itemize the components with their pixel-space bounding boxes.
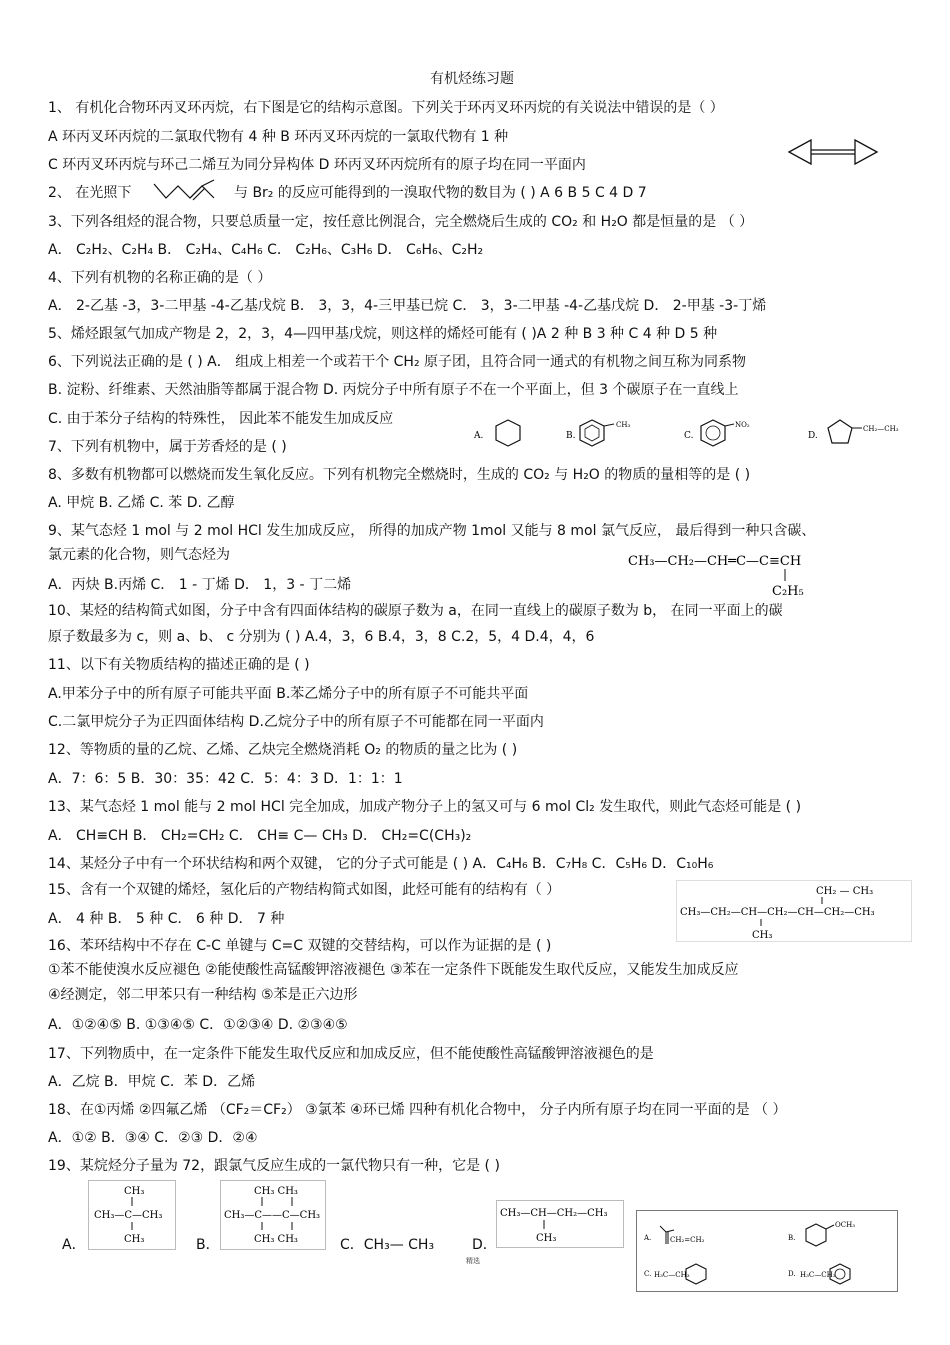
- q16-statements-1: ①苯不能使溴水反应褪色 ②能使酸性高锰酸钾溶液褪色 ③苯在一定条件下既能发生取代反应，又能发生加成反应: [48, 962, 739, 978]
- q15-options: A． 4 种 B． 5 种 C． 6 种 D． 7 种: [48, 911, 285, 927]
- q15-bottom-branch: CH₃: [752, 930, 773, 941]
- q1-options-ab: A 环丙叉环丙烷的二氯取代物有 4 种 B 环丙叉环丙烷的一氯取代物有 1 种: [48, 129, 509, 145]
- q8-options: A. 甲烷 B. 乙烯 C. 苯 D. 乙醇: [48, 495, 235, 511]
- page-title: 有机烃练习题: [430, 71, 514, 87]
- q19b-bottom: CH₃ CH₃: [254, 1234, 298, 1245]
- q5-stem: 5、烯烃跟氢气加成产物是 2，2，3，4—四甲基戊烷，则这样的烯烃可能有 ( )A 2 种 B 3 种 C 4 种 D 5 种: [48, 326, 718, 342]
- q1-stem: 1、 有机化合物环丙叉环丙烷，右下图是它的结构示意图。下列关于环丙叉环丙烷的有关说法中错误的是（ ）: [48, 100, 724, 116]
- q7-label-c: C.: [684, 431, 694, 441]
- q7-c-substituent: NO₂: [735, 421, 750, 429]
- q19b-main: CH₃—C——C—CH₃: [224, 1210, 321, 1221]
- q3-stem: 3、下列各组烃的混合物，只要总质量一定，按任意比例混合，完全燃烧后生成的 CO₂ 和 H₂O 都是恒量的是 （ ）: [48, 214, 754, 230]
- q7-label-b: B.: [566, 431, 576, 441]
- q9-stem-cont: 氯元素的化合物，则气态烃为: [48, 547, 230, 563]
- q10-structure-image: [626, 547, 888, 599]
- q19-option-d: D．: [472, 1237, 497, 1253]
- q10-main-chain: CH₃—CH₂—CH═C—C≡CH: [628, 554, 802, 569]
- q6-options-bd: B. 淀粉、纤维素、天然油脂等都属于混合物 D. 丙烷分子中所有原子不在一个平面上，但 3 个碳原子在一直线上: [48, 382, 739, 398]
- q7-structures-image: [470, 410, 914, 456]
- q15-stem: 15、含有一个双键的烯烃，氢化后的产物结构简式如图，此烃可能有的结构有（ ）: [48, 882, 561, 898]
- q19-d-structure-image: [496, 1200, 624, 1248]
- q19-b-structure-image: [220, 1180, 326, 1250]
- q14-stem: 14、某烃分子中有一个环状结构和两个双键， 它的分子式可能是 ( ) A．C₄H₆ B．C₇H₈ C．C₅H₆ D．C₁₀H₆: [48, 856, 714, 872]
- side-a-substituent: CH₂=CH₂: [670, 1236, 705, 1244]
- q18-stem: 18、在①丙烯 ②四氟乙烯 （CF₂＝CF₂） ③氯苯 ④环已烯 四种有机化合物中， 分子内所有原子均在同一平面的是 （ ）: [48, 1102, 787, 1118]
- side-label-b: B.: [788, 1234, 796, 1242]
- q6-option-c: C. 由于苯分子结构的特殊性， 因此苯不能发生加成反应: [48, 411, 394, 427]
- q9-options: A．丙炔 B.丙烯 C． 1 - 丁烯 D． 1，3 - 丁二烯: [48, 577, 352, 593]
- q4-stem: 4、下列有机物的名称正确的是（ ）: [48, 270, 272, 286]
- q1-structure-image: [783, 130, 883, 174]
- q7-label-a: A.: [474, 431, 484, 441]
- side-label-a: A.: [644, 1234, 652, 1242]
- side-label-c: C.: [644, 1270, 652, 1278]
- q19-option-c: C．CH₃— CH₃: [340, 1237, 435, 1253]
- q12-options: A．7：6：5 B．30：35：42 C．5：4：3 D．1：1：1: [48, 771, 403, 787]
- q10-options: 原子数最多为 c，则 a、b、 c 分别为 ( ) A.4，3，6 B.4，3，8 C.2，5，4 D.4，4，6: [48, 629, 595, 645]
- q19a-main: CH₃—C—CH₃: [94, 1210, 163, 1221]
- q15-top-branch: CH₂ — CH₃: [816, 886, 874, 897]
- q10-branch: C₂H₅: [772, 584, 804, 599]
- q8-stem: 8、多数有机物都可以燃烧而发生氧化反应。下列有机物完全燃烧时，生成的 CO₂ 与 H₂O 的物质的量相等的是 ( ): [48, 467, 751, 483]
- side-label-d: D.: [788, 1270, 796, 1278]
- q16-statements-2: ④经测定，邻二甲苯只有一种结构 ⑤苯是正六边形: [48, 987, 358, 1003]
- q19-option-b: B．: [196, 1237, 220, 1253]
- q7-b-substituent: CH₃: [616, 421, 631, 429]
- q18-options: A．①② B．③④ C．②③ D．②④: [48, 1130, 258, 1146]
- q16-stem: 16、苯环结构中不存在 C-C 单键与 C=C 双键的交替结构，可以作为证据的是 ( ): [48, 938, 552, 954]
- q19-a-structure-image: [88, 1180, 176, 1250]
- side-c-substituent: H₃C—CH₃: [654, 1271, 690, 1279]
- q19a-top: CH₃: [124, 1186, 145, 1197]
- page-footer: 精选: [466, 1257, 480, 1265]
- q7-d-substituent: CH₂—CH₃: [863, 425, 899, 433]
- q15-main-chain: CH₃—CH₂—CH—CH₂—CH—CH₂—CH₃: [680, 907, 875, 918]
- q1-options-cd: C 环丙叉环丙烷与环己二烯互为同分异构体 D 环丙叉环丙烷所有的原子均在同一平面内: [48, 157, 586, 173]
- q13-options: A． CH≡CH B． CH₂=CH₂ C． CH≡ C— CH₃ D． CH₂=C(CH₃)₂: [48, 828, 472, 844]
- q13-stem: 13、某气态烃 1 mol 能与 2 mol HCl 完全加成，加成产物分子上的氢又可与 6 mol Cl₂ 发生取代，则此气态烃可能是 ( ): [48, 799, 802, 815]
- q11-options-cd: C.二氯甲烷分子为正四面体结构 D.乙烷分子中的所有原子不可能都在同一平面内: [48, 714, 544, 730]
- q6-stem: 6、下列说法正确的是 ( ) A． 组成上相差一个或若干个 CH₂ 原子团，且符合同一通式的有机物之间互称为同系物: [48, 354, 747, 370]
- side-b-substituent: OCH₃: [835, 1221, 856, 1229]
- q7-stem: 7、下列有机物中，属于芳香烃的是 ( ): [48, 439, 287, 455]
- q19d-main: CH₃—CH—CH₂—CH₃: [500, 1208, 608, 1219]
- q19-option-a: A．: [62, 1237, 86, 1253]
- q17-options: A．乙烷 B．甲烷 C．苯 D．乙烯: [48, 1074, 256, 1090]
- q12-stem: 12、等物质的量的乙烷、乙烯、乙炔完全燃烧消耗 O₂ 的物质的量之比为 ( ): [48, 742, 518, 758]
- q15-structure-image: [676, 880, 912, 942]
- q17-stem: 17、下列物质中，在一定条件下能发生取代反应和加成反应，但不能使酸性高锰酸钾溶液褪色的是: [48, 1046, 654, 1062]
- q2-stem-start: 2、 在光照下: [48, 185, 132, 201]
- q16-options: A．①②④⑤ B. ①③④⑤ C．①②③④ D. ②③④⑤: [48, 1017, 348, 1033]
- q19a-bottom: CH₃: [124, 1234, 145, 1245]
- q19-stem: 19、某烷烃分子量为 72，跟氯气反应生成的一氯代物只有一种，它是 ( ): [48, 1158, 500, 1174]
- q2-stem-end: 与 Br₂ 的反应可能得到的一溴取代物的数目为 ( ) A 6 B 5 C 4 D 7: [234, 185, 647, 201]
- q10-stem: 10、某烃的结构简式如图，分子中含有四面体结构的碳原子数为 a，在同一直线上的碳原子数为 b， 在同一平面上的碳: [48, 603, 783, 619]
- side-structures-image: [636, 1210, 898, 1292]
- q3-options: A． C₂H₂、C₂H₄ B． C₂H₄、C₄H₆ C． C₂H₆、C₃H₆ D． C₆H₆、C₂H₂: [48, 242, 484, 258]
- q4-options: A． 2-乙基 -3，3-二甲基 -4-乙基戊烷 B． 3，3，4-三甲基已烷 C． 3，3-二甲基 -4-乙基戊烷 D． 2-甲基 -3-丁烯: [48, 298, 767, 314]
- q19d-bottom: CH₃: [536, 1233, 557, 1244]
- q11-stem: 11、以下有关物质结构的描述正确的是 ( ): [48, 657, 310, 673]
- side-d-substituent: H₃C—CH₃: [800, 1271, 836, 1279]
- q2-structure-image: [152, 178, 224, 204]
- q11-options-ab: A.甲苯分子中的所有原子可能共平面 B.苯乙烯分子中的所有原子不可能共平面: [48, 686, 529, 702]
- q19b-top: CH₃ CH₃: [254, 1186, 298, 1197]
- q7-label-d: D.: [808, 431, 818, 441]
- q9-stem: 9、某气态烃 1 mol 与 2 mol HCl 发生加成反应， 所得的加成产物 1mol 又能与 8 mol 氯气反应， 最后得到一种只含碳、: [48, 523, 816, 539]
